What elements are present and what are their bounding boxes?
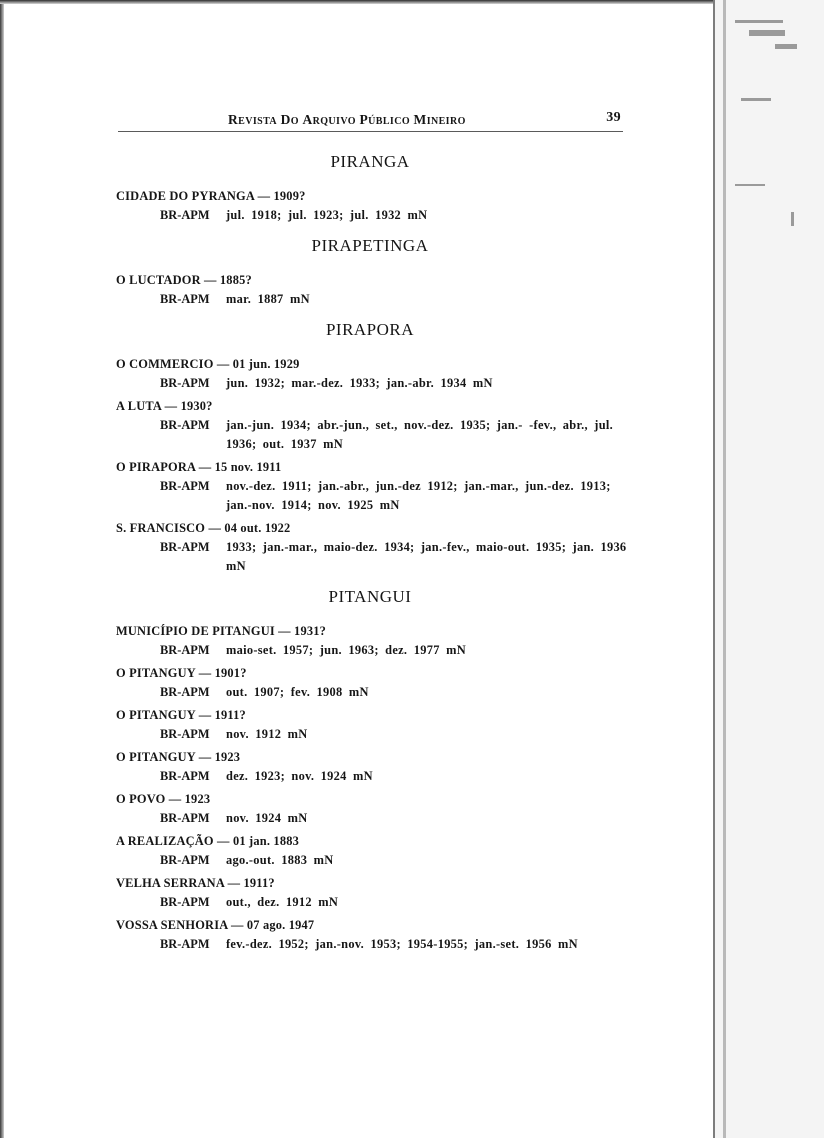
scan-speck — [791, 212, 794, 226]
catalog-entry — [116, 271, 636, 309]
holdings-text: nov. 1912 mN — [226, 727, 308, 741]
section-title: PITANGUI — [328, 587, 412, 606]
catalog-entry — [116, 187, 636, 225]
holdings-text: dez. 1923; nov. 1924 mN — [226, 769, 373, 783]
periodical-title: MUNICÍPIO DE PITANGUI — 1931? — [116, 624, 327, 638]
repository-code: BR-APM — [160, 479, 210, 493]
catalog-entry — [116, 397, 636, 454]
catalog-entry — [116, 458, 636, 515]
catalog-entry — [116, 748, 636, 786]
periodical-title: A LUTA — 1930? — [116, 399, 213, 413]
holdings-line — [116, 935, 636, 954]
holdings-line — [116, 374, 636, 393]
catalog-entry — [116, 519, 636, 576]
running-header — [118, 110, 623, 132]
holdings-text: ago.-out. 1883 mN — [226, 853, 334, 867]
holdings-line — [116, 767, 636, 786]
repository-code: BR-APM — [160, 769, 210, 783]
repository-code: BR-APM — [160, 937, 210, 951]
catalog-entry — [116, 622, 636, 660]
holdings-text: out. 1907; fev. 1908 mN — [226, 685, 369, 699]
repository-code: BR-APM — [160, 895, 210, 909]
holdings-text: mar. 1887 mN — [226, 292, 310, 306]
periodical-title: O PITANGUY — 1923 — [116, 750, 241, 764]
scan-left-edge — [0, 0, 4, 1138]
periodical-title: A REALIZAÇÃO — 01 jan. 1883 — [116, 834, 300, 848]
section-title: PIRAPETINGA — [311, 236, 429, 255]
holdings-line — [116, 290, 636, 309]
holdings-line — [116, 893, 636, 912]
scan-speck — [735, 20, 783, 23]
adjacent-page-strip — [713, 0, 824, 1138]
scan-speck — [741, 98, 771, 101]
header-rule — [118, 131, 623, 132]
holdings-text: maio-set. 1957; jun. 1963; dez. 1977 mN — [226, 643, 466, 657]
holdings-line — [116, 683, 636, 702]
scan-top-edge — [0, 0, 715, 4]
holdings-line — [116, 538, 636, 576]
catalog-entry — [116, 664, 636, 702]
catalog-entry — [116, 874, 636, 912]
scan-speck — [749, 30, 785, 36]
periodical-title: O PITANGUY — 1901? — [116, 666, 247, 680]
holdings-line — [116, 477, 636, 515]
periodical-title: O COMMERCIO — 01 jun. 1929 — [116, 357, 300, 371]
repository-code: BR-APM — [160, 685, 210, 699]
holdings-line — [116, 725, 636, 744]
holdings-text: jul. 1918; jul. 1923; jul. 1932 mN — [226, 208, 428, 222]
section-pirapora — [116, 319, 636, 576]
holdings-line — [116, 851, 636, 870]
holdings-text: jun. 1932; mar.-dez. 1933; jan.-abr. 1934 mN — [226, 376, 493, 390]
periodical-title: O LUCTADOR — 1885? — [116, 273, 252, 287]
catalog-entry — [116, 832, 636, 870]
repository-code: BR-APM — [160, 292, 210, 306]
catalog-body — [116, 151, 636, 964]
repository-code: BR-APM — [160, 376, 210, 390]
catalog-entry — [116, 706, 636, 744]
scan-speck — [735, 184, 765, 186]
holdings-text: fev.-dez. 1952; jan.-nov. 1953; 1954-1955; jan.-set. 1956 mN — [226, 937, 578, 951]
periodical-title: S. FRANCISCO — 04 out. 1922 — [116, 521, 291, 535]
holdings-line — [116, 206, 636, 225]
holdings-text: nov.-dez. 1911; jan.-abr., jun.-dez 1912; jan.-mar., jun.-dez. 1913; jan.-nov. 1914; nov. 1925 mN — [226, 479, 611, 512]
page-gutter-shadow — [723, 0, 726, 1138]
repository-code: BR-APM — [160, 540, 210, 554]
repository-code: BR-APM — [160, 811, 210, 825]
section-piranga — [116, 151, 636, 225]
holdings-line — [116, 641, 636, 660]
section-pitangui — [116, 586, 636, 954]
catalog-entry — [116, 916, 636, 954]
holdings-text: nov. 1924 mN — [226, 811, 308, 825]
repository-code: BR-APM — [160, 418, 210, 432]
repository-code: BR-APM — [160, 727, 210, 741]
catalog-entry — [116, 790, 636, 828]
holdings-line — [116, 416, 636, 454]
repository-code: BR-APM — [160, 853, 210, 867]
holdings-line — [116, 809, 636, 828]
repository-code: BR-APM — [160, 643, 210, 657]
repository-code: BR-APM — [160, 208, 210, 222]
periodical-title: CIDADE DO PYRANGA — 1909? — [116, 189, 306, 203]
periodical-title: O POVO — 1923 — [116, 792, 211, 806]
page-number: 39 — [606, 110, 621, 125]
scan-speck — [775, 44, 797, 49]
catalog-entry — [116, 355, 636, 393]
holdings-text: out., dez. 1912 mN — [226, 895, 339, 909]
section-title: PIRAPORA — [325, 320, 415, 339]
journal-title: REVISTA DO ARQUIVO PÚBLICO MINEIRO — [228, 112, 466, 127]
periodical-title: VELHA SERRANA — 1911? — [116, 876, 275, 890]
section-title: PIRANGA — [330, 152, 410, 171]
periodical-title: O PIRAPORA — 15 nov. 1911 — [116, 460, 282, 474]
section-pirapetinga — [116, 235, 636, 309]
periodical-title: O PITANGUY — 1911? — [116, 708, 246, 722]
holdings-text: 1933; jan.-mar., maio-dez. 1934; jan.-fev., maio-out. 1935; jan. 1936 mN — [226, 540, 627, 573]
periodical-title: VOSSA SENHORIA — 07 ago. 1947 — [116, 918, 315, 932]
holdings-text: jan.-jun. 1934; abr.-jun., set., nov.-dez. 1935; jan.- -fev., abr., jul. 1936; out. 1937 mN — [226, 418, 614, 451]
